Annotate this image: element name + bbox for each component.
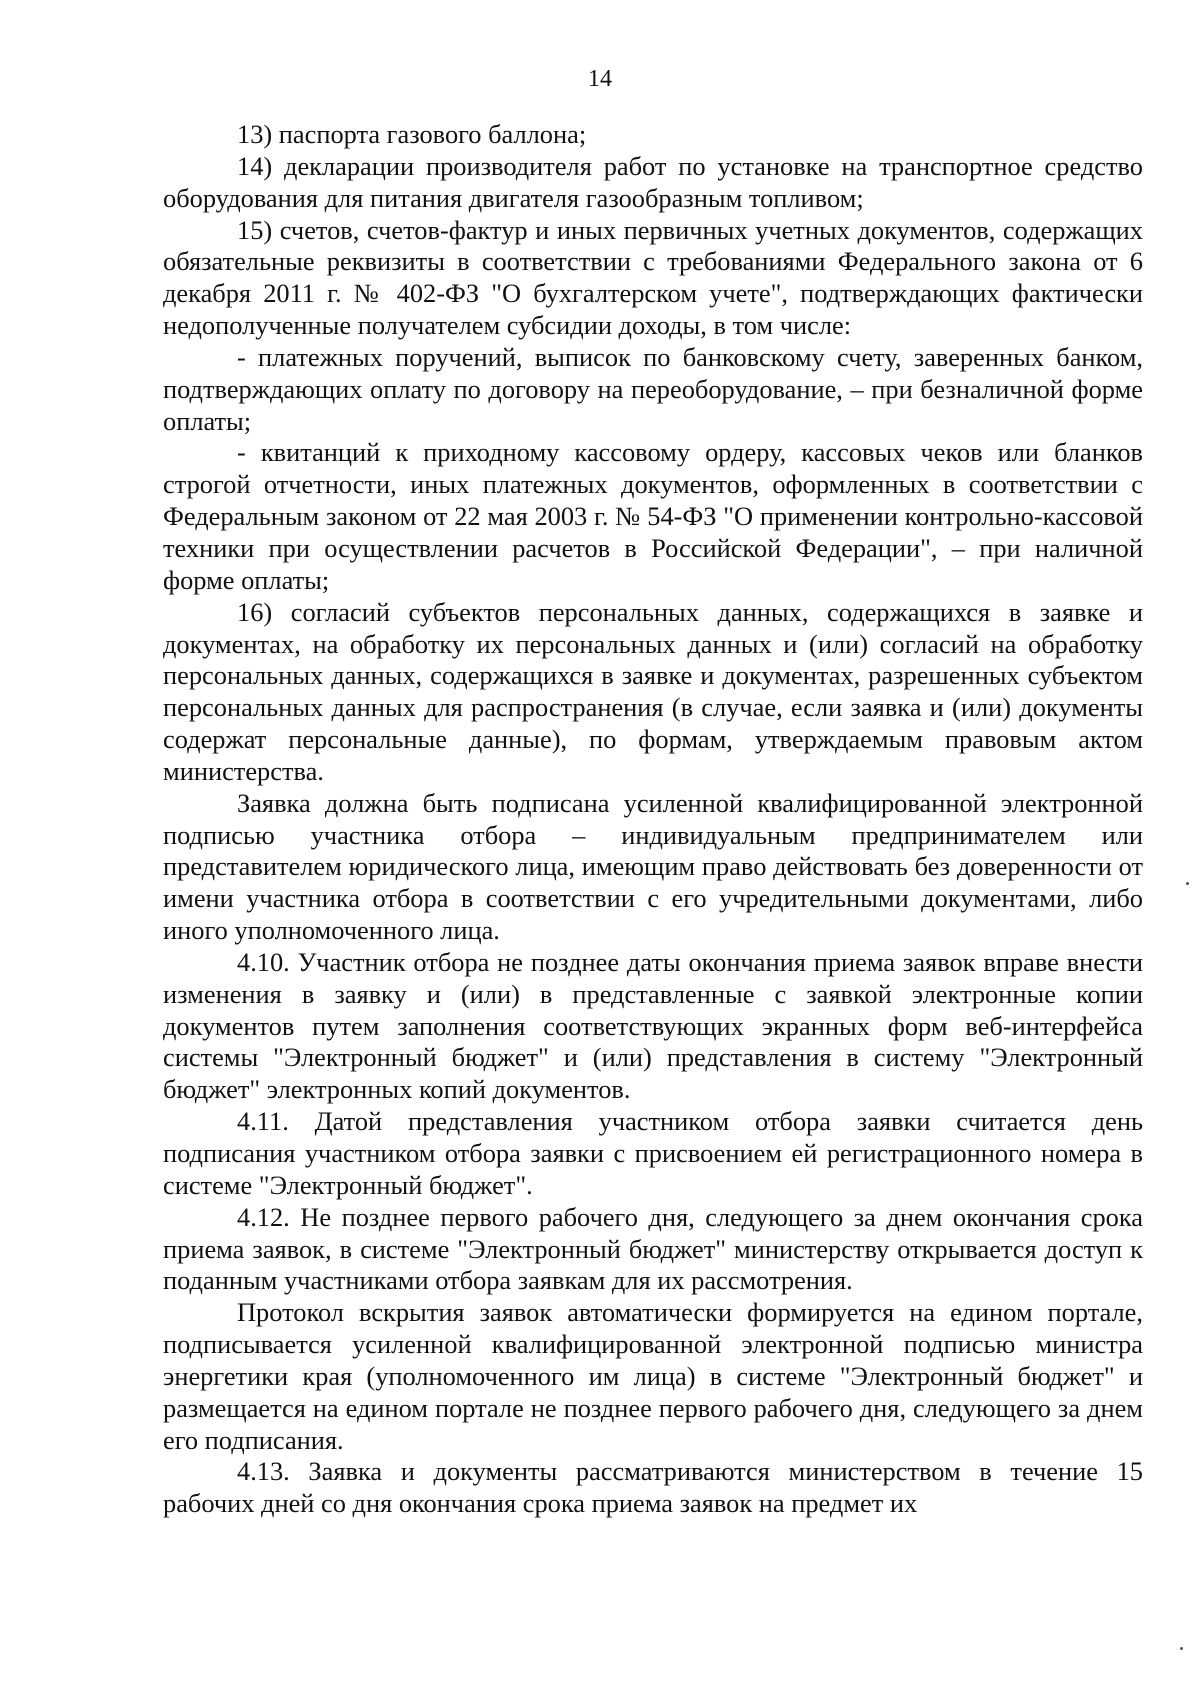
- paragraph-item-13: 13) паспорта газового баллона;: [237, 119, 587, 149]
- page-number: 14: [588, 66, 612, 92]
- paragraph-item-14: 14) декларации производителя работ по установке на транспортное средство оборудования для питания двигателя газообразным топливом;: [163, 150, 1143, 213]
- paragraph-4-12: 4.12. Не позднее первого рабочего дня, следующего за днем окончания срока приема заявок, в системе "Электронный бюджет" министерству открывается доступ к поданным участниками отбора заявкам для их рассмотрения.: [163, 1201, 1143, 1296]
- scan-speck: [1180, 1647, 1183, 1650]
- paragraph-item-15: 15) счетов, счетов-фактур и иных первичных учетных документов, содержащих обязательные реквизиты в соответствии с требованиями Федерального закона от 6 декабря 2011 г. № 402-ФЗ "О бухгалтерском учете", подтверждающих фактически недополученные получателем субсидии доходы, в том числе:: [163, 214, 1143, 341]
- paragraph-4-10: 4.10. Участник отбора не позднее даты окончания приема заявок вправе внести изменения в заявку и (или) в представленные с заявкой электронные копии документов путем заполнения соответствующих экранных форм веб-интерфейса системы "Электронный бюджет" и (или) представления в систему "Электронный бюджет" электронных копий документов.: [163, 946, 1143, 1105]
- paragraph-receipts: - квитанций к приходному кассовому ордеру, кассовых чеков или бланков строгой отчетности, иных платежных документов, оформленных в соответствии с Федеральным законом от 22 мая 2003 г. № 54-ФЗ "О применении контрольно-кассовой техники при осуществлении расчетов в Российской Федерации", – при наличной форме оплаты;: [163, 437, 1143, 595]
- paragraph-protocol: Протокол вскрытия заявок автоматически формируется на едином портале, подписывается усиленной квалифицированной электронной подписью министра энергетики края (уполномоченного им лица) в системе "Электронный бюджет" и размещается на едином портале не позднее первого рабочего дня, следующего за днем его подписания.: [163, 1297, 1143, 1455]
- document-body: [163, 119, 1143, 1520]
- paragraph-payment-orders: - платежных поручений, выписок по банковскому счету, заверенных банком, подтверждающих оплату по договору на переоборудование, – при безналичной форме оплаты;: [163, 341, 1143, 436]
- paragraph-4-13: 4.13. Заявка и документы рассматриваются министерством в течение 15 рабочих дней со дня окончания срока приема заявок на предмет их: [163, 1456, 1143, 1519]
- paragraph-signature: Заявка должна быть подписана усиленной квалифицированной электронной подписью участника отбора – индивидуальным предпринимателем или представителем юридического лица, имеющим право действовать без доверенности от имени участника отбора в соответствии с его учредительными документами, либо иного уполномоченного лица.: [163, 787, 1143, 946]
- paragraph-4-11: 4.11. Датой представления участником отбора заявки считается день подписания участником отбора заявки с присвоением ей регистрационного номера в системе "Электронный бюджет".: [163, 1106, 1143, 1200]
- paragraph-item-16: 16) согласий субъектов персональных данных, содержащихся в заявке и документах, на обработку их персональных данных и (или) согласий на обработку персональных данных, содержащихся в заявке и документах, разрешенных субъектом персональных данных для распространения (в случае, если заявка и (или) документы содержат персональные данные), по формам, утверждаемым правовым актом министерства.: [163, 596, 1143, 786]
- scan-speck: [1186, 882, 1189, 885]
